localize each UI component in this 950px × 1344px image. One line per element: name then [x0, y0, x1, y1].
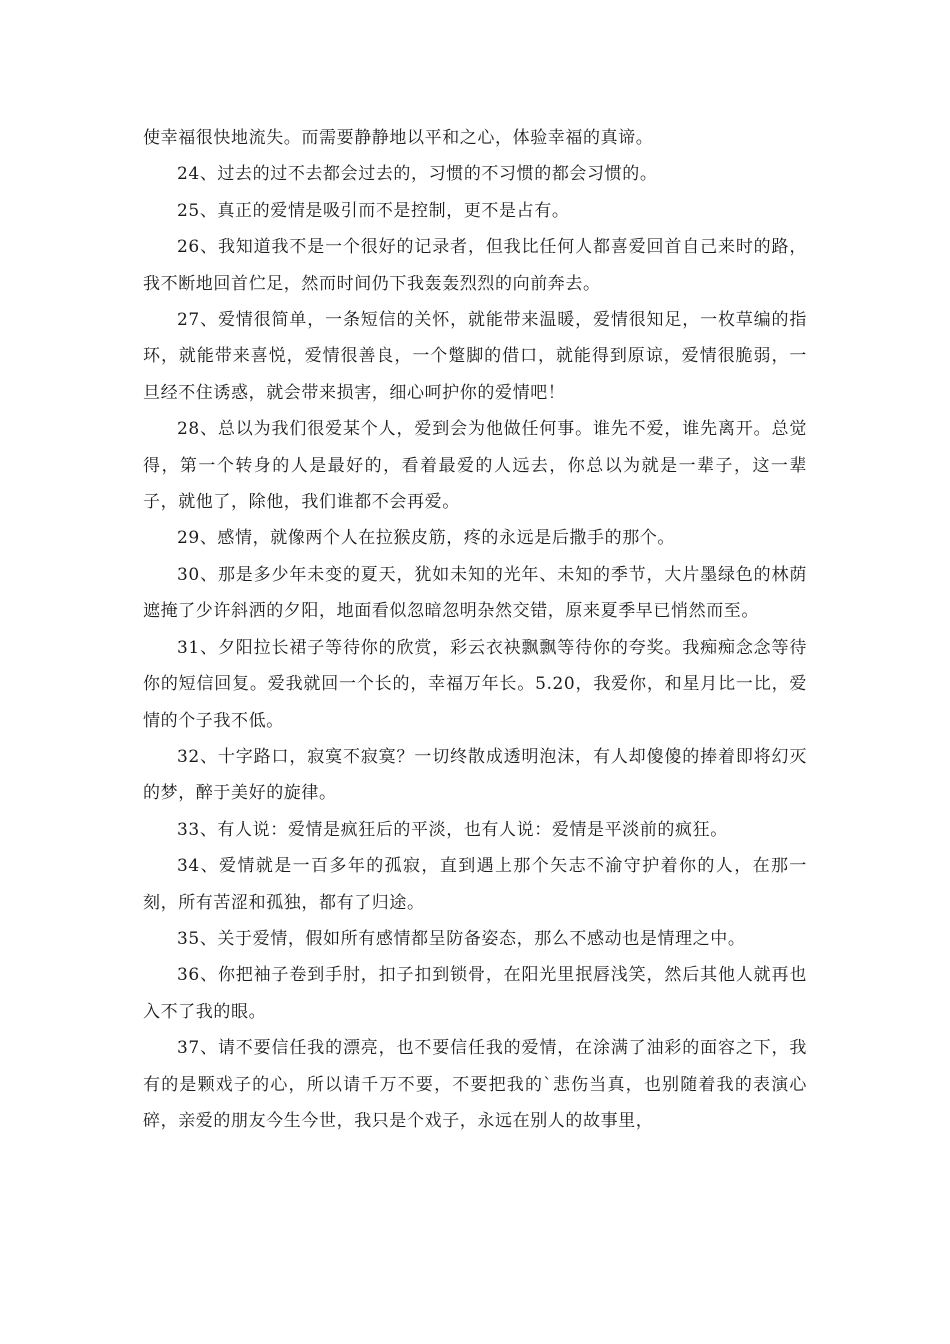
paragraph-34: 34、爱情就是一百多年的孤寂，直到遇上那个矢志不渝守护着你的人，在那一刻，所有苦涩和孤独，都有了归途。: [143, 856, 807, 913]
paragraph-25: 25、真正的爱情是吸引而不是控制，更不是占有。: [177, 200, 570, 221]
paragraph-27: 27、爱情很简单，一条短信的关怀，就能带来温暖，爱情很知足，一枚草编的指环，就能带来喜悦，爱情很善良，一个蹩脚的借口，就能得到原谅，爱情很脆弱，一旦经不住诱惑，就会带来损害，细心呵护你的爱情吧！: [143, 310, 807, 403]
paragraph-29: 29、感情，就像两个人在拉猴皮筋，疼的永远是后撒手的那个。: [177, 528, 676, 549]
paragraph-32: 32、十字路口，寂寞不寂寞？一切终散成透明泡沫，有人却傻傻的捧着即将幻灭的梦，醉于美好的旋律。: [143, 746, 807, 804]
paragraph-33: 33、有人说：爱情是疯狂后的平淡，也有人说：爱情是平淡前的疯狂。: [177, 819, 728, 840]
paragraph-31: 31、夕阳拉长裙子等待你的欣赏，彩云衣袂飘飘等待你的夸奖。我痴痴念念等待你的短信回复。爱我就回一个长的，幸福万年长。5.20，我爱你，和星月比一比，爱情的个子我不低。: [143, 637, 807, 731]
paragraph-28: 28、总以为我们很爱某个人，爱到会为他做任何事。谁先不爱，谁先离开。总觉得，第一个转身的人是最好的，看着最爱的人远去，你总以为就是一辈子，这一辈子，就他了，除他，我们谁都不会再爱。: [143, 419, 807, 513]
paragraph-continuation: 使幸福很快地流失。而需要静静地以平和之心，体验幸福的真谛。: [143, 128, 654, 148]
paragraph-30: 30、那是多少年未变的夏天，犹如未知的光年、未知的季节，大片墨绿色的林荫遮掩了少许斜洒的夕阳，地面看似忽暗忽明杂然交错，原来夏季早已悄然而至。: [143, 564, 807, 622]
paragraph-26: 26、我知道我不是一个很好的记录者，但我比任何人都喜爱回首自己来时的路，我不断地回首伫足，然而时间仍下我轰轰烈烈的向前奔去。: [143, 237, 807, 294]
paragraph-36: 36、你把袖子卷到手肘，扣子扣到锁骨，在阳光里抿唇浅笑，然后其他人就再也入不了我的眼。: [143, 965, 807, 1022]
paragraph-24: 24、过去的过不去都会过去的，习惯的不习惯的都会习惯的。: [177, 164, 658, 185]
document-body: [143, 120, 807, 1139]
paragraph-37: 37、请不要信任我的漂亮，也不要信任我的爱情，在涂满了油彩的面容之下，我有的是颗戏子的心，所以请千万不要，不要把我的`悲伤当真，也别随着我的表演心碎，亲爱的朋友今生今世，我只是个戏子，永远在别人的故事里，: [143, 1038, 807, 1131]
paragraph-35: 35、关于爱情，假如所有感情都呈防备姿态，那么不感动也是情理之中。: [177, 928, 746, 949]
